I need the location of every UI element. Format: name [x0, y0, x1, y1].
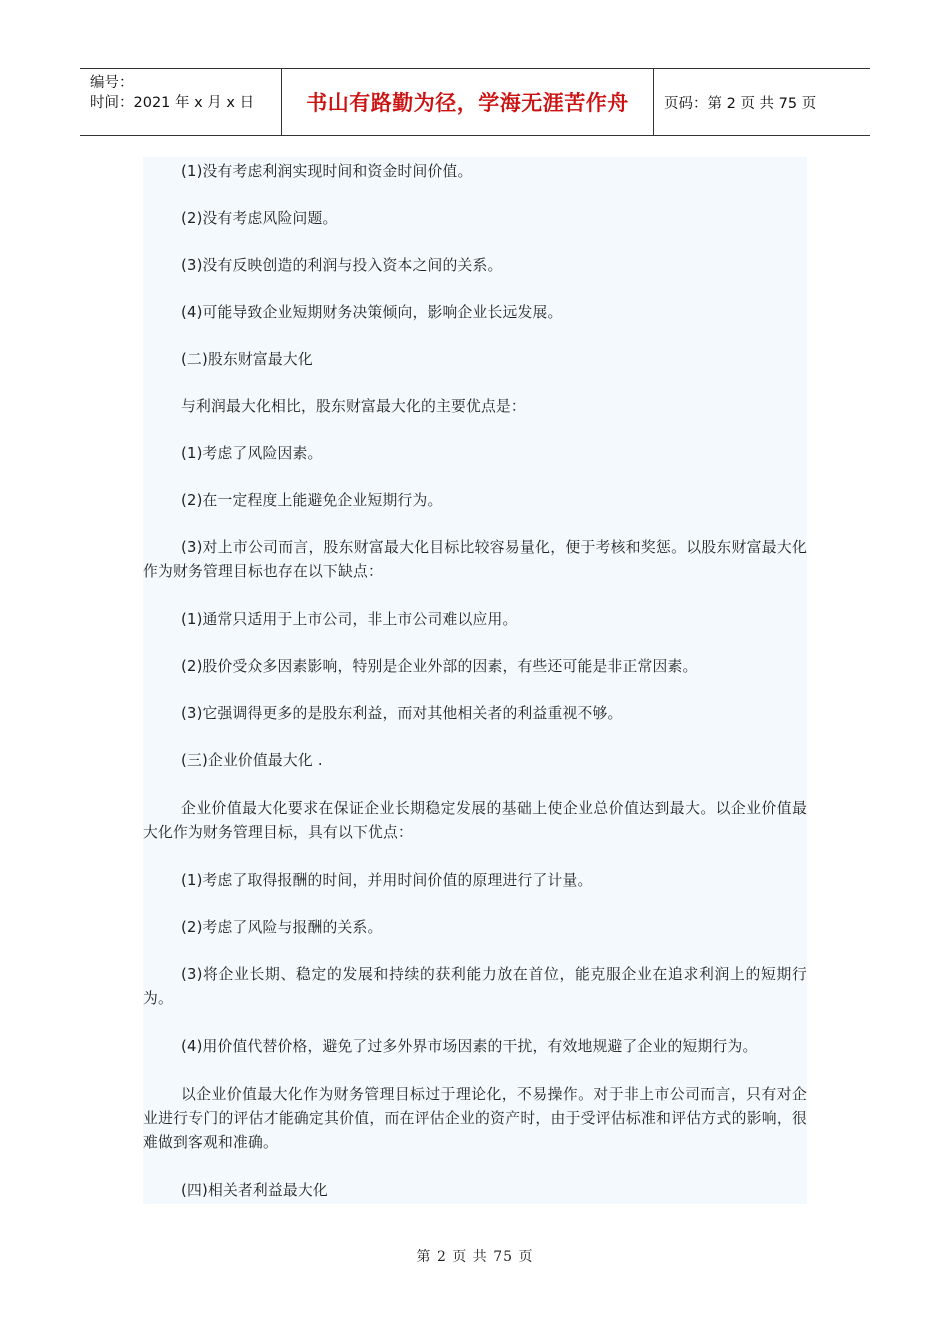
paragraph: (3)没有反映创造的利润与投入资本之间的关系。 [181, 257, 503, 274]
paragraph: (1)没有考虑利润实现时间和资金时间价值。 [181, 163, 473, 180]
section-heading: (四)相关者利益最大化 [181, 1182, 328, 1199]
document-body [143, 157, 807, 1204]
paragraph: (3)将企业长期、稳定的发展和持续的获利能力放在首位，能克服企业在追求利润上的短期行为。 [143, 966, 807, 1007]
paragraph: (1)通常只适用于上市公司，非上市公司难以应用。 [181, 611, 518, 628]
paragraph: (2)在一定程度上能避免企业短期行为。 [181, 492, 443, 509]
paragraph: (2)考虑了风险与报酬的关系。 [181, 919, 383, 936]
paragraph: 与利润最大化相比，股东财富最大化的主要优点是： [181, 398, 526, 415]
section-heading: (二)股东财富最大化 [181, 351, 313, 368]
paragraph: 以企业价值最大化作为财务管理目标过于理论化，不易操作。对于非上市公司而言，只有对企业进行专门的评估才能确定其价值，而在评估企业的资产时，由于受评估标准和评估方式的影响，很难做到客观和准确。 [143, 1086, 807, 1151]
paragraph: 企业价值最大化要求在保证企业长期稳定发展的基础上使企业总价值达到最大。以企业价值最大化作为财务管理目标，具有以下优点： [143, 800, 807, 841]
paragraph: (4)可能导致企业短期财务决策倾向，影响企业长远发展。 [181, 304, 563, 321]
paragraph: (1)考虑了风险因素。 [181, 445, 323, 462]
paragraph: (2)股价受众多因素影响，特别是企业外部的因素，有些还可能是非正常因素。 [181, 658, 698, 675]
paragraph: (2)没有考虑风险问题。 [181, 210, 338, 227]
serial-label: 编号： [90, 75, 134, 91]
header-page-info: 页码：第 2 页 共 75 页 [664, 95, 817, 112]
date-label: 时间：2021 年 x 月 x 日 [90, 95, 255, 111]
page-footer: 第 2 页 共 75 页 [416, 1249, 534, 1265]
page-header [80, 68, 870, 136]
paragraph: (3)它强调得更多的是股东利益，而对其他相关者的利益重视不够。 [181, 705, 623, 722]
paragraph: (1)考虑了取得报酬的时间，并用时间价值的原理进行了计量。 [181, 872, 593, 889]
header-meta [80, 69, 282, 135]
header-motto: 书山有路勤为径，学海无涯苦作舟 [282, 69, 654, 135]
section-heading: (三)企业价值最大化 . [181, 752, 323, 769]
paragraph: (3)对上市公司而言，股东财富最大化目标比较容易量化，便于考核和奖惩。以股东财富最大化作为财务管理目标也存在以下缺点： [143, 539, 807, 580]
paragraph: (4)用价值代替价格，避免了过多外界市场因素的干扰，有效地规避了企业的短期行为。 [181, 1038, 758, 1055]
